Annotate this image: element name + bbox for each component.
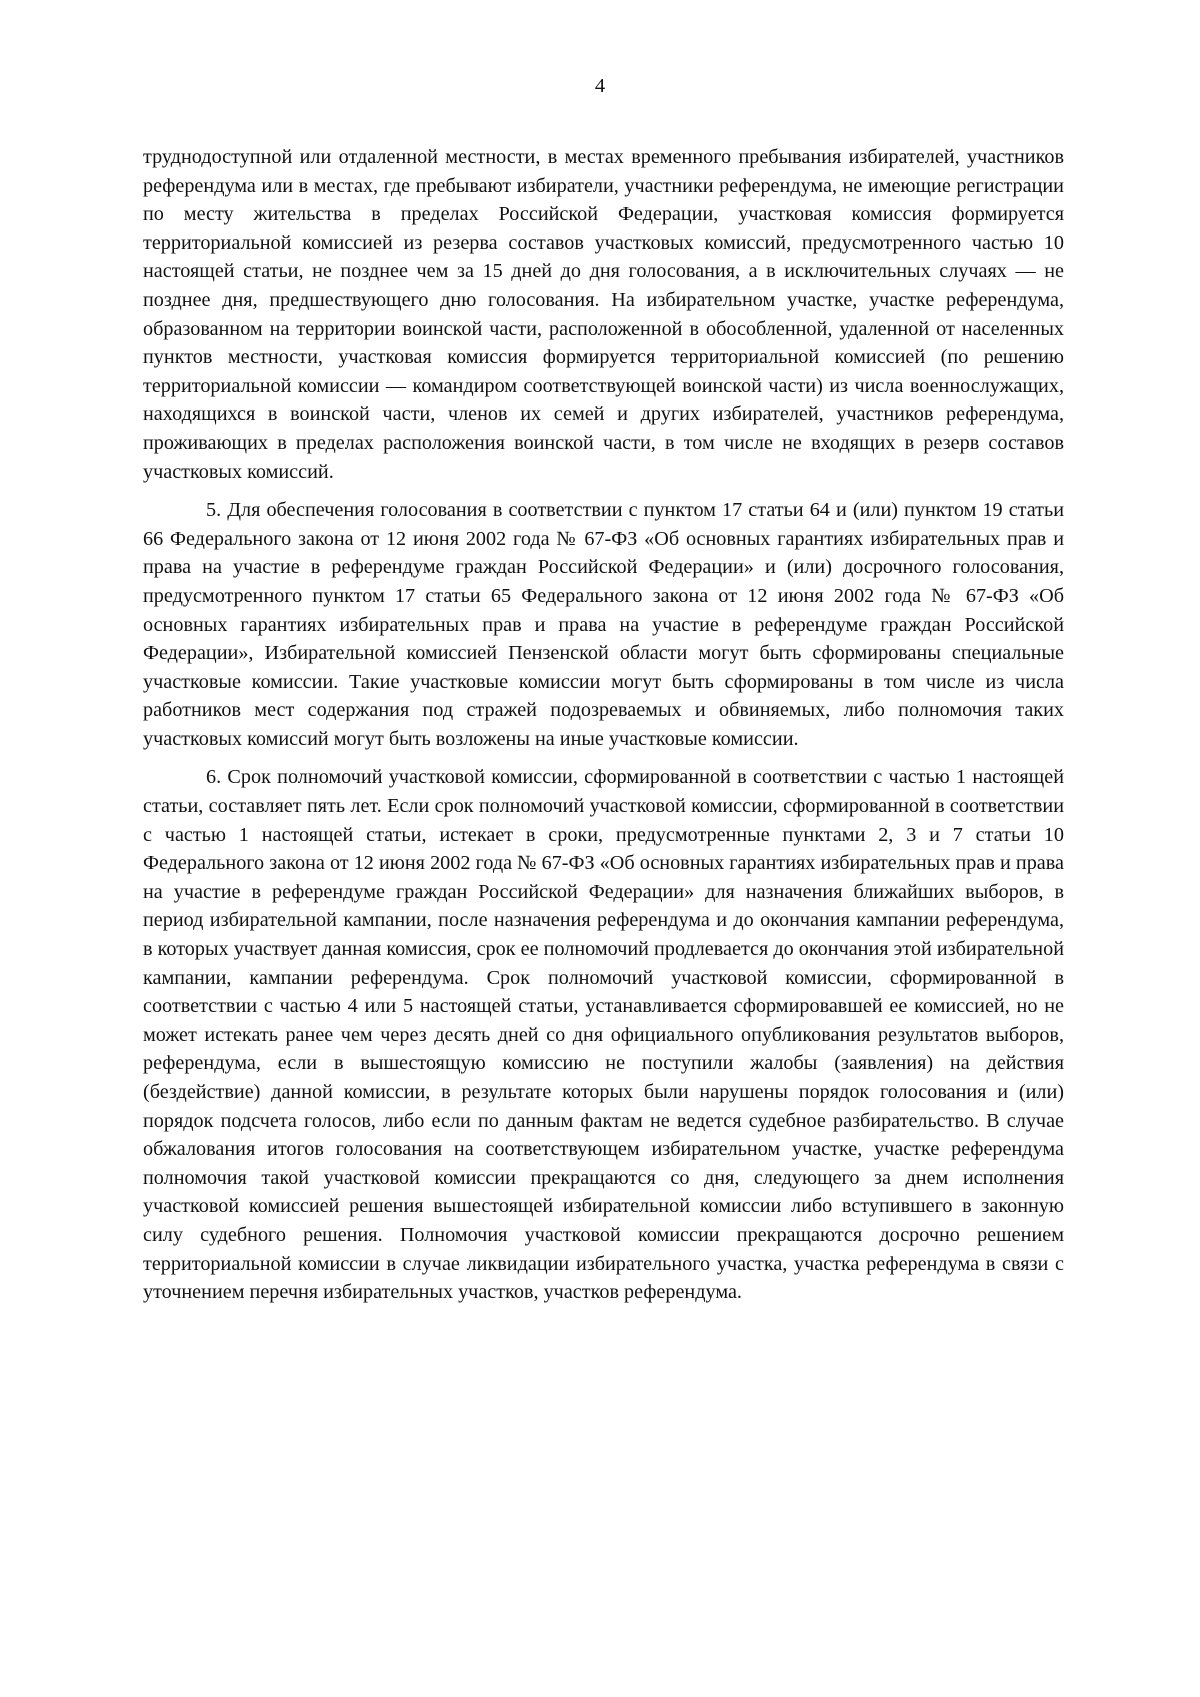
- paragraph-continuation: труднодоступной или отдаленной местности, в местах временного пребывания избирателей, участников референдума или в местах, где пребывают избиратели, участники референдума, не имеющие регистрации по месту жительства в пределах Российской Федерации, участковая комиссия формируется территориальной комиссией из резерва составов участковых комиссий, предусмотренного частью 10 настоящей статьи, не позднее чем за 15 дней до дня голосования, а в исключительных случаях — не позднее дня, предшествующего дню голосования. На избирательном участке, участке референдума, образованном на территории воинской части, расположенной в обособленной, удаленной от населенных пунктов местности, участковая комиссия формируется территориальной комиссией (по решению территориальной комиссии — командиром соответствующей воинской части) из числа военнослужащих, находящихся в воинской части, членов их семей и других избирателей, участников референдума, проживающих в пределах расположения воинской части, в том числе не входящих в резерв составов участковых комиссий.: [143, 146, 1064, 483]
- page-number: 4: [594, 75, 606, 97]
- paragraph-item-5: 5. Для обеспечения голосования в соответствии с пунктом 17 статьи 64 и (или) пунктом 19 статьи 66 Федерального закона от 12 июня 2002 года № 67-ФЗ «Об основных гарантиях избирательных прав и права на участие в референдуме граждан Российской Федерации» и (или) досрочного голосования, предусмотренного пунктом 17 статьи 65 Федерального закона от 12 июня 2002 года № 67-ФЗ «Об основных гарантиях избирательных прав и права на участие в референдуме граждан Российской Федерации», Избирательной комиссией Пензенской области могут быть сформированы специальные участковые комиссии. Такие участковые комиссии могут быть сформированы в том числе из числа работников мест содержания под стражей подозреваемых и обвиняемых, либо полномочия таких участковых комиссий могут быть возложены на иные участковые комиссии.: [143, 499, 1064, 750]
- document-body: [143, 143, 1064, 1307]
- paragraph-item-6: 6. Срок полномочий участковой комиссии, сформированной в соответствии с частью 1 настоящей статьи, составляет пять лет. Если срок полномочий участковой комиссии, сформированной в соответствии с частью 1 настоящей статьи, истекает в сроки, предусмотренные пунктами 2, 3 и 7 статьи 10 Федерального закона от 12 июня 2002 года № 67-ФЗ «Об основных гарантиях избирательных прав и права на участие в референдуме граждан Российской Федерации» для назначения ближайших выборов, в период избирательной кампании, после назначения референдума и до окончания кампании референдума, в которых участвует данная комиссия, срок ее полномочий продлевается до окончания этой избирательной кампании, кампании референдума. Срок полномочий участковой комиссии, сформированной в соответствии с частью 4 или 5 настоящей статьи, устанавливается сформировавшей ее комиссией, но не может истекать ранее чем через десять дней со дня официального опубликования результатов выборов, референдума, если в вышестоящую комиссию не поступили жалобы (заявления) на действия (бездействие) данной комиссии, в результате которых были нарушены порядок голосования и (или) порядок подсчета голосов, либо если по данным фактам не ведется судебное разбирательство. В случае обжалования итогов голосования на соответствующем избирательном участке, участке референдума полномочия такой участковой комиссии прекращаются со дня, следующего за днем исполнения участковой комиссией решения вышестоящей избирательной комиссии либо вступившего в законную силу судебного решения. Полномочия участковой комиссии прекращаются досрочно решением территориальной комиссии в случае ликвидации избирательного участка, участка референдума в связи с уточнением перечня избирательных участков, участков референдума.: [143, 766, 1064, 1304]
